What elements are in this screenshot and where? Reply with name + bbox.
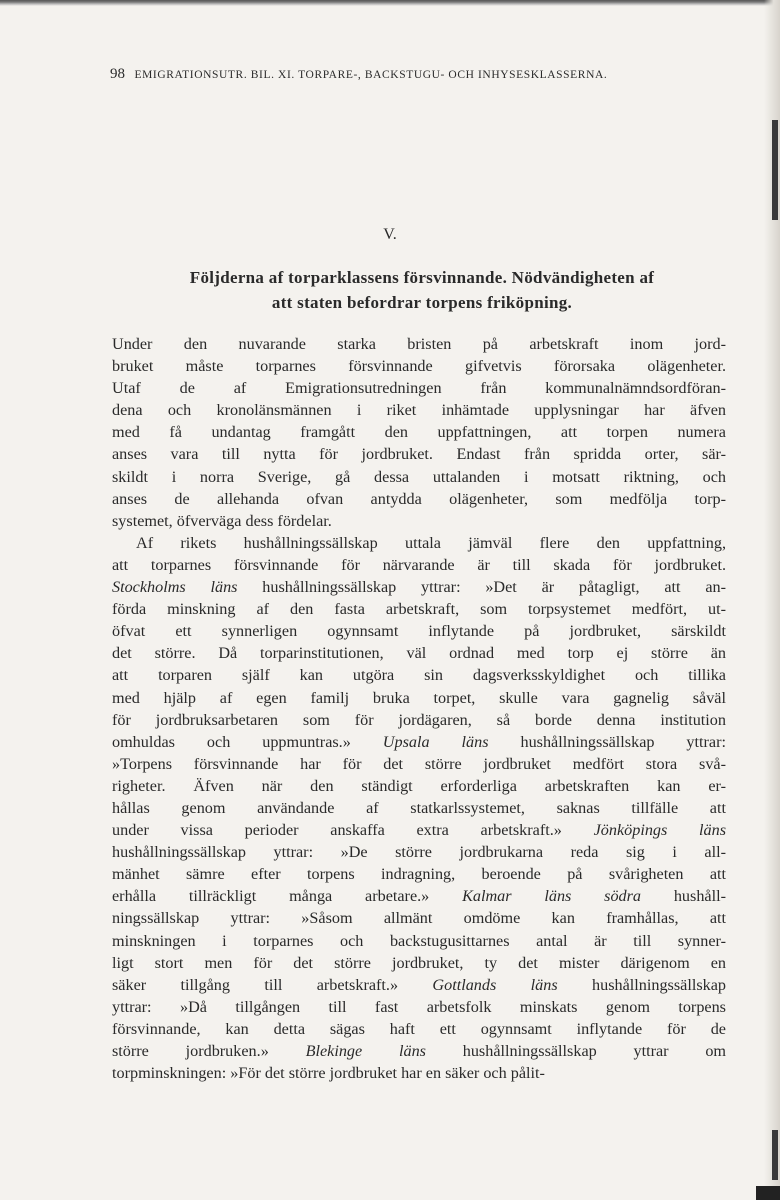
running-title: EMIGRATIONSUTR. BIL. XI. TORPARE-, BACKSTUGU- OCH INHYSESKLASSERNA. bbox=[134, 69, 608, 81]
text-run: minskningen i torparnes och backstugusittarnes antal är till synner- bbox=[112, 931, 726, 950]
text-line bbox=[112, 664, 726, 686]
text-run: det större. Då torparinstitutionen, väl ordnad med torp ej större än bbox=[112, 644, 726, 663]
text-run: skildt i norra Sverige, gå dessa uttalanden i motsatt riktning, och bbox=[112, 467, 726, 486]
text-line bbox=[112, 488, 726, 510]
text-run: Utaf de af Emigrationsutredningen från kommunalnämndsordföran- bbox=[112, 379, 726, 398]
text-run: mänhet sämre efter torpens indragning, beroende på svårigheten att bbox=[112, 865, 726, 884]
text-line bbox=[112, 598, 726, 620]
text-run: med få undantag framgått den uppfattningen, att torpen numera bbox=[112, 423, 726, 442]
text-line bbox=[112, 1062, 726, 1084]
text-line bbox=[112, 1040, 726, 1062]
text-run: förda minskning af den fasta arbetskraft, som torpsystemet medfört, ut- bbox=[112, 600, 726, 619]
text-run: säker tillgång till arbetskraft.» bbox=[112, 975, 433, 994]
edge-mark-bottom bbox=[772, 1130, 778, 1180]
text-run: större jordbruken.» bbox=[112, 1042, 306, 1060]
text-run: med hjälp af egen familj bruka torpet, skulle vara gagnelig såväl bbox=[112, 688, 726, 707]
text-line bbox=[112, 399, 726, 421]
paragraph bbox=[112, 532, 726, 1084]
text-line bbox=[112, 642, 726, 664]
text-run: ningssällskap yttrar: »Såsom allmänt omdöme kan framhållas, att bbox=[112, 909, 726, 928]
text-line bbox=[112, 620, 726, 642]
text-run: hushållningssällskap yttrar om bbox=[425, 1042, 727, 1060]
text-line bbox=[112, 841, 726, 863]
page-number: 98 bbox=[110, 66, 125, 82]
text-run: anses vara till nytta för jordbruket. Endast från spridda orter, sär- bbox=[112, 445, 726, 464]
text-run: hushållningssällskap yttrar: bbox=[488, 732, 726, 751]
text-run: hushåll- bbox=[641, 887, 726, 906]
text-run: Under den nuvarande starka bristen på arbetskraft inom jord- bbox=[112, 335, 726, 353]
text-line bbox=[112, 532, 726, 554]
italic-place-name: Jönköpings läns bbox=[593, 821, 727, 840]
text-run: ligt stort men för det större jordbruket, ty det mister därigenom en bbox=[112, 953, 726, 972]
section-title-line-1: Följderna af torparklassens försvinnande. Nödvändigheten af bbox=[189, 268, 655, 287]
text-run: för jordbruksarbetaren som för jordägaren, så borde denna institution bbox=[112, 710, 726, 729]
text-line bbox=[112, 930, 726, 952]
text-line bbox=[112, 731, 726, 753]
text-line bbox=[112, 377, 726, 399]
text-run: försvinnande, kan detta sägas haft ett ogynnsamt inflytande för de bbox=[112, 1019, 726, 1038]
text-line bbox=[112, 421, 726, 443]
text-run: att torparen själf kan utgöra sin dagsverksskyldighet och tillika bbox=[112, 666, 726, 685]
corner-mark bbox=[756, 1186, 780, 1200]
text-line bbox=[112, 1018, 726, 1040]
text-line bbox=[112, 863, 726, 885]
body-text bbox=[112, 333, 726, 1084]
text-line bbox=[112, 333, 726, 355]
italic-place-name: Blekinge läns bbox=[305, 1042, 426, 1060]
text-run: yttrar: »Då tillgången till fast arbetsfolk minskats genom torpens bbox=[112, 997, 726, 1016]
italic-place-name: Upsala läns bbox=[382, 732, 489, 751]
text-line bbox=[112, 952, 726, 974]
text-line bbox=[112, 907, 726, 929]
text-line bbox=[112, 466, 726, 488]
text-line bbox=[112, 797, 726, 819]
text-run: omhuldas och uppmuntras.» bbox=[112, 732, 383, 751]
text-run: »Torpens försvinnande har för det större jordbruket medfört stora svå- bbox=[112, 754, 726, 773]
section-title-line-2: att staten befordrar torpens friköpning. bbox=[271, 293, 573, 312]
section-numeral: V. bbox=[383, 226, 397, 243]
text-line bbox=[112, 355, 726, 377]
text-line bbox=[112, 819, 726, 841]
text-run: righeter. Äfven när den ständigt erforderliga arbetskraften kan er- bbox=[112, 776, 726, 795]
section-title bbox=[112, 265, 732, 315]
paragraph bbox=[112, 333, 726, 532]
text-line bbox=[112, 974, 726, 996]
text-run: systemet, öfverväga dess fördelar. bbox=[112, 511, 332, 530]
text-run: under vissa perioder anskaffa extra arbetskraft.» bbox=[112, 821, 594, 840]
text-run: erhålla tillräckligt många arbetare.» bbox=[112, 887, 463, 906]
running-header bbox=[110, 66, 730, 83]
text-line bbox=[112, 996, 726, 1018]
text-line bbox=[112, 687, 726, 709]
text-run: bruket måste torparnes försvinnande gifvetvis förorsaka olägenheter. bbox=[112, 357, 726, 376]
text-line bbox=[112, 554, 726, 576]
text-line bbox=[112, 709, 726, 731]
text-run: öfvat ett synnerligen ogynnsamt inflytande på jordbruket, särskildt bbox=[112, 622, 726, 641]
text-run: Af rikets hushållningssällskap uttala jämväl flere den uppfattning, bbox=[136, 533, 726, 552]
text-line bbox=[112, 510, 726, 532]
text-run: hushållningssällskap bbox=[557, 975, 726, 994]
text-run: anses de allehanda ofvan antydda olägenheter, som medfölja torp- bbox=[112, 489, 726, 508]
text-line bbox=[112, 885, 726, 907]
text-run: hållas genom användande af statkarlssystemet, saknas tillfälle att bbox=[112, 798, 726, 817]
text-run: hushållningssällskap yttrar: »De större jordbrukarna reda sig i all- bbox=[112, 843, 726, 862]
italic-place-name: Kalmar läns södra bbox=[462, 887, 642, 906]
edge-mark-top bbox=[772, 120, 778, 220]
text-line bbox=[112, 775, 726, 797]
text-run: dena och kronolänsmännen i riket inhämtade upplysningar har äfven bbox=[112, 401, 726, 420]
italic-place-name: Stockholms läns bbox=[112, 578, 238, 597]
text-run: att torparnes försvinnande för närvarande är till skada för jordbruket. bbox=[112, 555, 726, 574]
text-line bbox=[112, 753, 726, 775]
text-line bbox=[112, 576, 726, 598]
page-top-edge bbox=[0, 0, 780, 6]
text-line bbox=[112, 443, 726, 465]
text-run: hushållningssällskap yttrar: »Det är påtagligt, att an- bbox=[237, 578, 726, 597]
italic-place-name: Gottlands läns bbox=[432, 975, 558, 994]
text-run: torpminskningen: »För det större jordbruket har en säker och pålit- bbox=[112, 1064, 545, 1083]
